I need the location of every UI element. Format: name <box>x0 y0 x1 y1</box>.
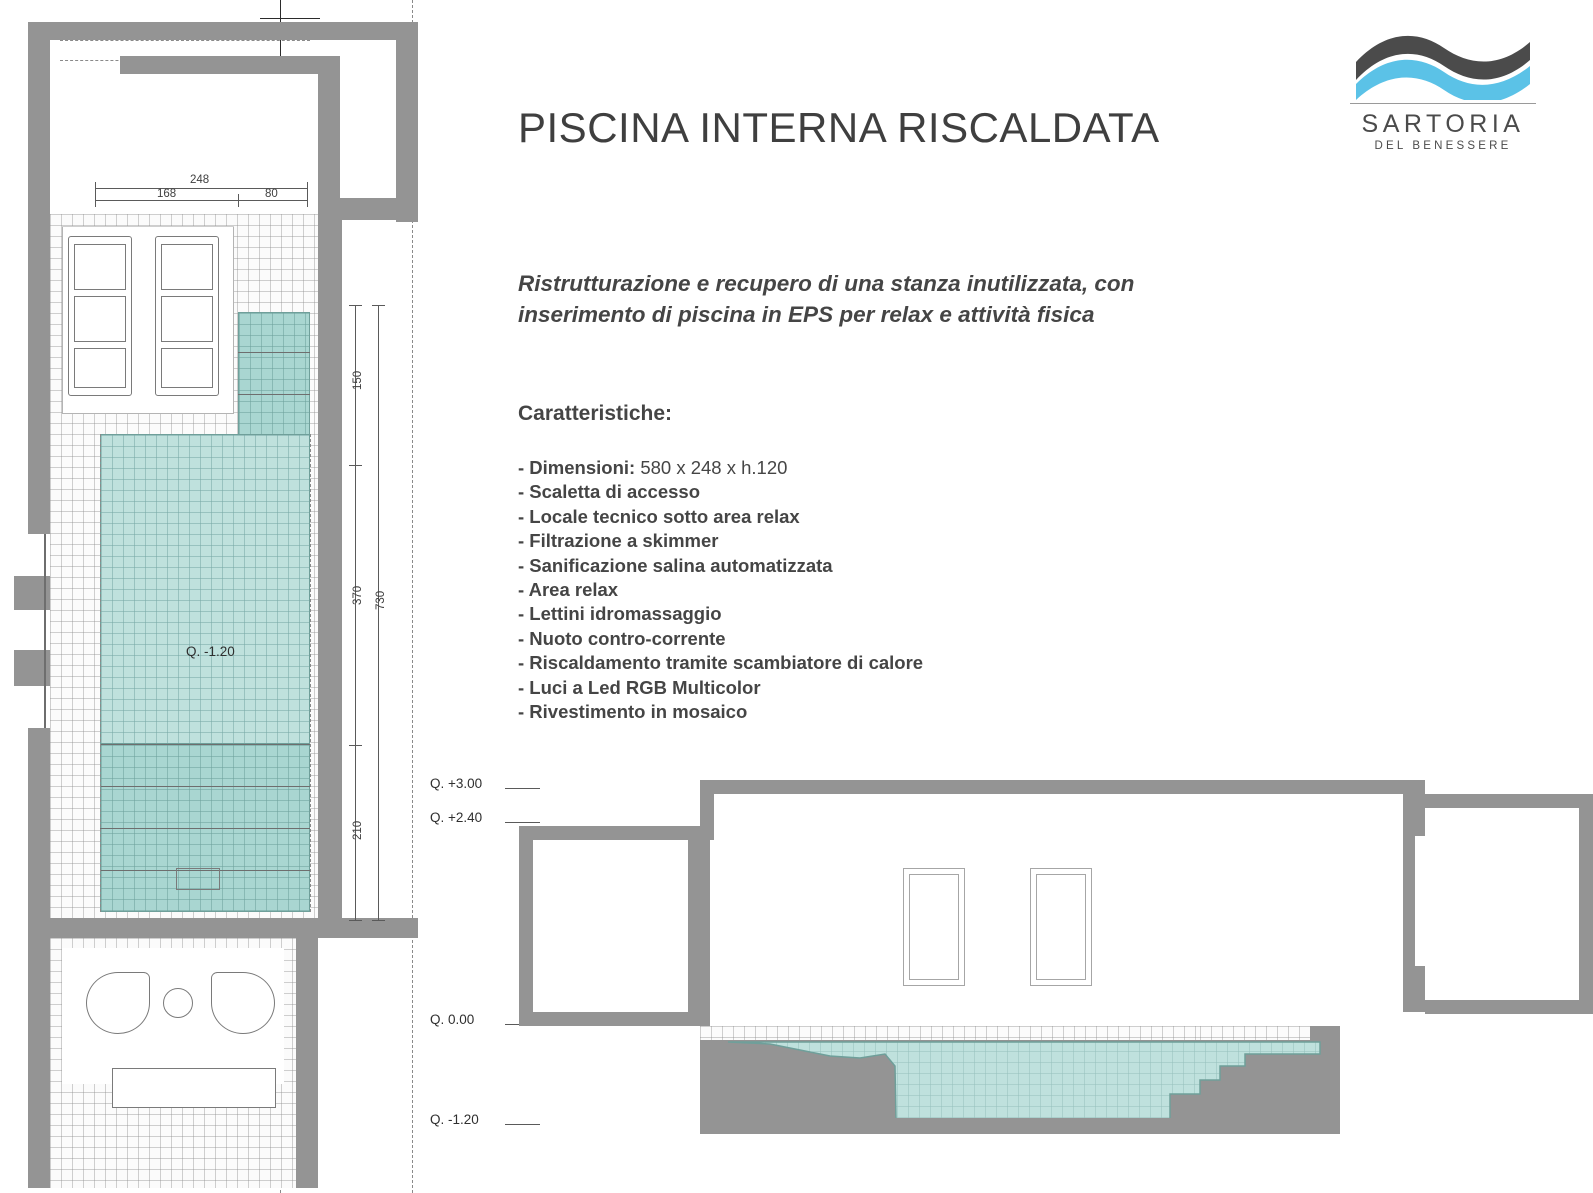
section-water <box>700 1030 1340 1130</box>
wall-lower-divider <box>28 918 418 938</box>
dim-label-210: 210 <box>352 820 364 840</box>
wall-panel-1-inner <box>909 874 959 980</box>
dim-tick <box>307 194 308 207</box>
project-subtitle: Ristrutturazione e recupero di una stanza inutilizzata, con inserimento di piscina in EPS per relax e attività fisica <box>518 271 1135 327</box>
armchair-right <box>211 972 275 1034</box>
dim-tick <box>349 920 362 921</box>
list-item: - Scaletta di accesso <box>518 481 701 503</box>
pool-division <box>100 828 310 829</box>
wall-top <box>28 22 418 40</box>
grid-dash <box>60 40 310 41</box>
pool-dash-right <box>310 434 311 912</box>
features-list <box>518 456 1218 724</box>
pool-division <box>100 786 310 787</box>
upper-room-floor <box>50 74 318 214</box>
window-frame-line <box>44 534 46 728</box>
list-item: - Riscaldamento tramite scambiatore di calore <box>518 652 924 674</box>
list-item: - Sanificazione salina automatizzata <box>518 554 833 576</box>
section-wall-far-right <box>1579 794 1593 1014</box>
dim-label-370: 370 <box>352 585 364 605</box>
wall-right-thin <box>340 214 342 920</box>
dim-label-80: 80 <box>265 188 278 200</box>
logo-tagline: DEL BENESSERE <box>1374 140 1512 152</box>
lounger-2-backrest <box>161 244 213 290</box>
wall-right-mid <box>318 214 340 920</box>
logo-name: SARTORIA <box>1361 110 1525 138</box>
lounger-1-seat <box>74 296 126 342</box>
dim-line-168 <box>95 200 238 201</box>
wall-panel-2-inner <box>1036 874 1086 980</box>
list-item: - Filtrazione a skimmer <box>518 530 719 552</box>
level-label-120: Q. -1.20 <box>430 1112 479 1127</box>
pool-water-upper <box>100 434 310 744</box>
dim-label-168: 168 <box>157 188 177 200</box>
dim-tick <box>372 305 385 306</box>
wall-right-upper <box>318 56 340 216</box>
armchair-left <box>86 972 150 1034</box>
wall-right-bottom <box>296 918 318 1188</box>
pool-fixture <box>176 868 220 890</box>
dim-tick <box>372 920 385 921</box>
section-floor-right <box>1425 1000 1593 1014</box>
wall-interior-top <box>120 56 320 74</box>
axis-line <box>260 18 320 19</box>
dim-label-150: 150 <box>352 370 364 390</box>
list-item: - Locale tecnico sotto area relax <box>518 505 800 527</box>
section-ceiling-low <box>519 826 714 840</box>
deck-plank <box>62 226 234 227</box>
bench <box>112 1068 276 1108</box>
pool-dash-left <box>100 434 101 912</box>
wall-left-lower <box>28 728 50 920</box>
list-item: - Dimensioni: 580 x 248 x h.120 <box>518 457 788 478</box>
level-line-240 <box>505 822 540 823</box>
list-item: - Area relax <box>518 579 619 601</box>
dim-label-248: 248 <box>190 174 210 186</box>
step-edge <box>238 352 310 353</box>
section-ceiling-step <box>700 780 714 826</box>
section-door-opening <box>1415 836 1425 966</box>
section-floor-left <box>519 1012 709 1026</box>
wall-left-bottom <box>28 918 50 1188</box>
dim-line-730 <box>378 305 379 920</box>
level-line-300 <box>505 788 540 789</box>
step-edge <box>238 394 310 395</box>
logo <box>1348 28 1538 158</box>
wave-logo-icon <box>1348 28 1538 100</box>
level-line-120 <box>505 1124 540 1125</box>
level-label-240: Q. +2.40 <box>430 810 483 825</box>
lounger-2-seat <box>161 296 213 342</box>
side-table <box>163 988 193 1018</box>
section-ceiling-high <box>713 780 1403 794</box>
list-item: - Lettini idromassaggio <box>518 603 722 625</box>
dim-line-80 <box>238 200 307 201</box>
level-label-plan: Q. -1.20 <box>186 644 235 659</box>
lounger-1-backrest <box>74 244 126 290</box>
pool-bottom-slab <box>700 1118 1340 1134</box>
list-item: - Nuoto contro-corrente <box>518 627 726 649</box>
section-ceiling-right <box>1425 794 1593 808</box>
pool-division <box>100 744 310 745</box>
section-pier <box>688 826 710 1026</box>
lounger-2-foot <box>161 348 213 388</box>
section-wall-left <box>519 826 533 1026</box>
list-item: - Rivestimento in mosaico <box>518 701 748 723</box>
dim-label-730: 730 <box>375 590 387 610</box>
list-item: - Luci a Led RGB Multicolor <box>518 676 761 698</box>
wall-outer-right-upper <box>396 22 418 222</box>
dim-line-370 <box>355 465 356 745</box>
features-heading: Caratteristiche: <box>518 402 673 425</box>
level-label-300: Q. +3.00 <box>430 776 483 791</box>
page-title: PISCINA INTERNA RISCALDATA <box>518 104 1160 151</box>
dim-tick <box>95 194 96 207</box>
lounger-1-foot <box>74 348 126 388</box>
logo-divider <box>1350 103 1536 104</box>
level-label-000: Q. 0.00 <box>430 1012 475 1027</box>
dim-tick <box>349 305 362 306</box>
